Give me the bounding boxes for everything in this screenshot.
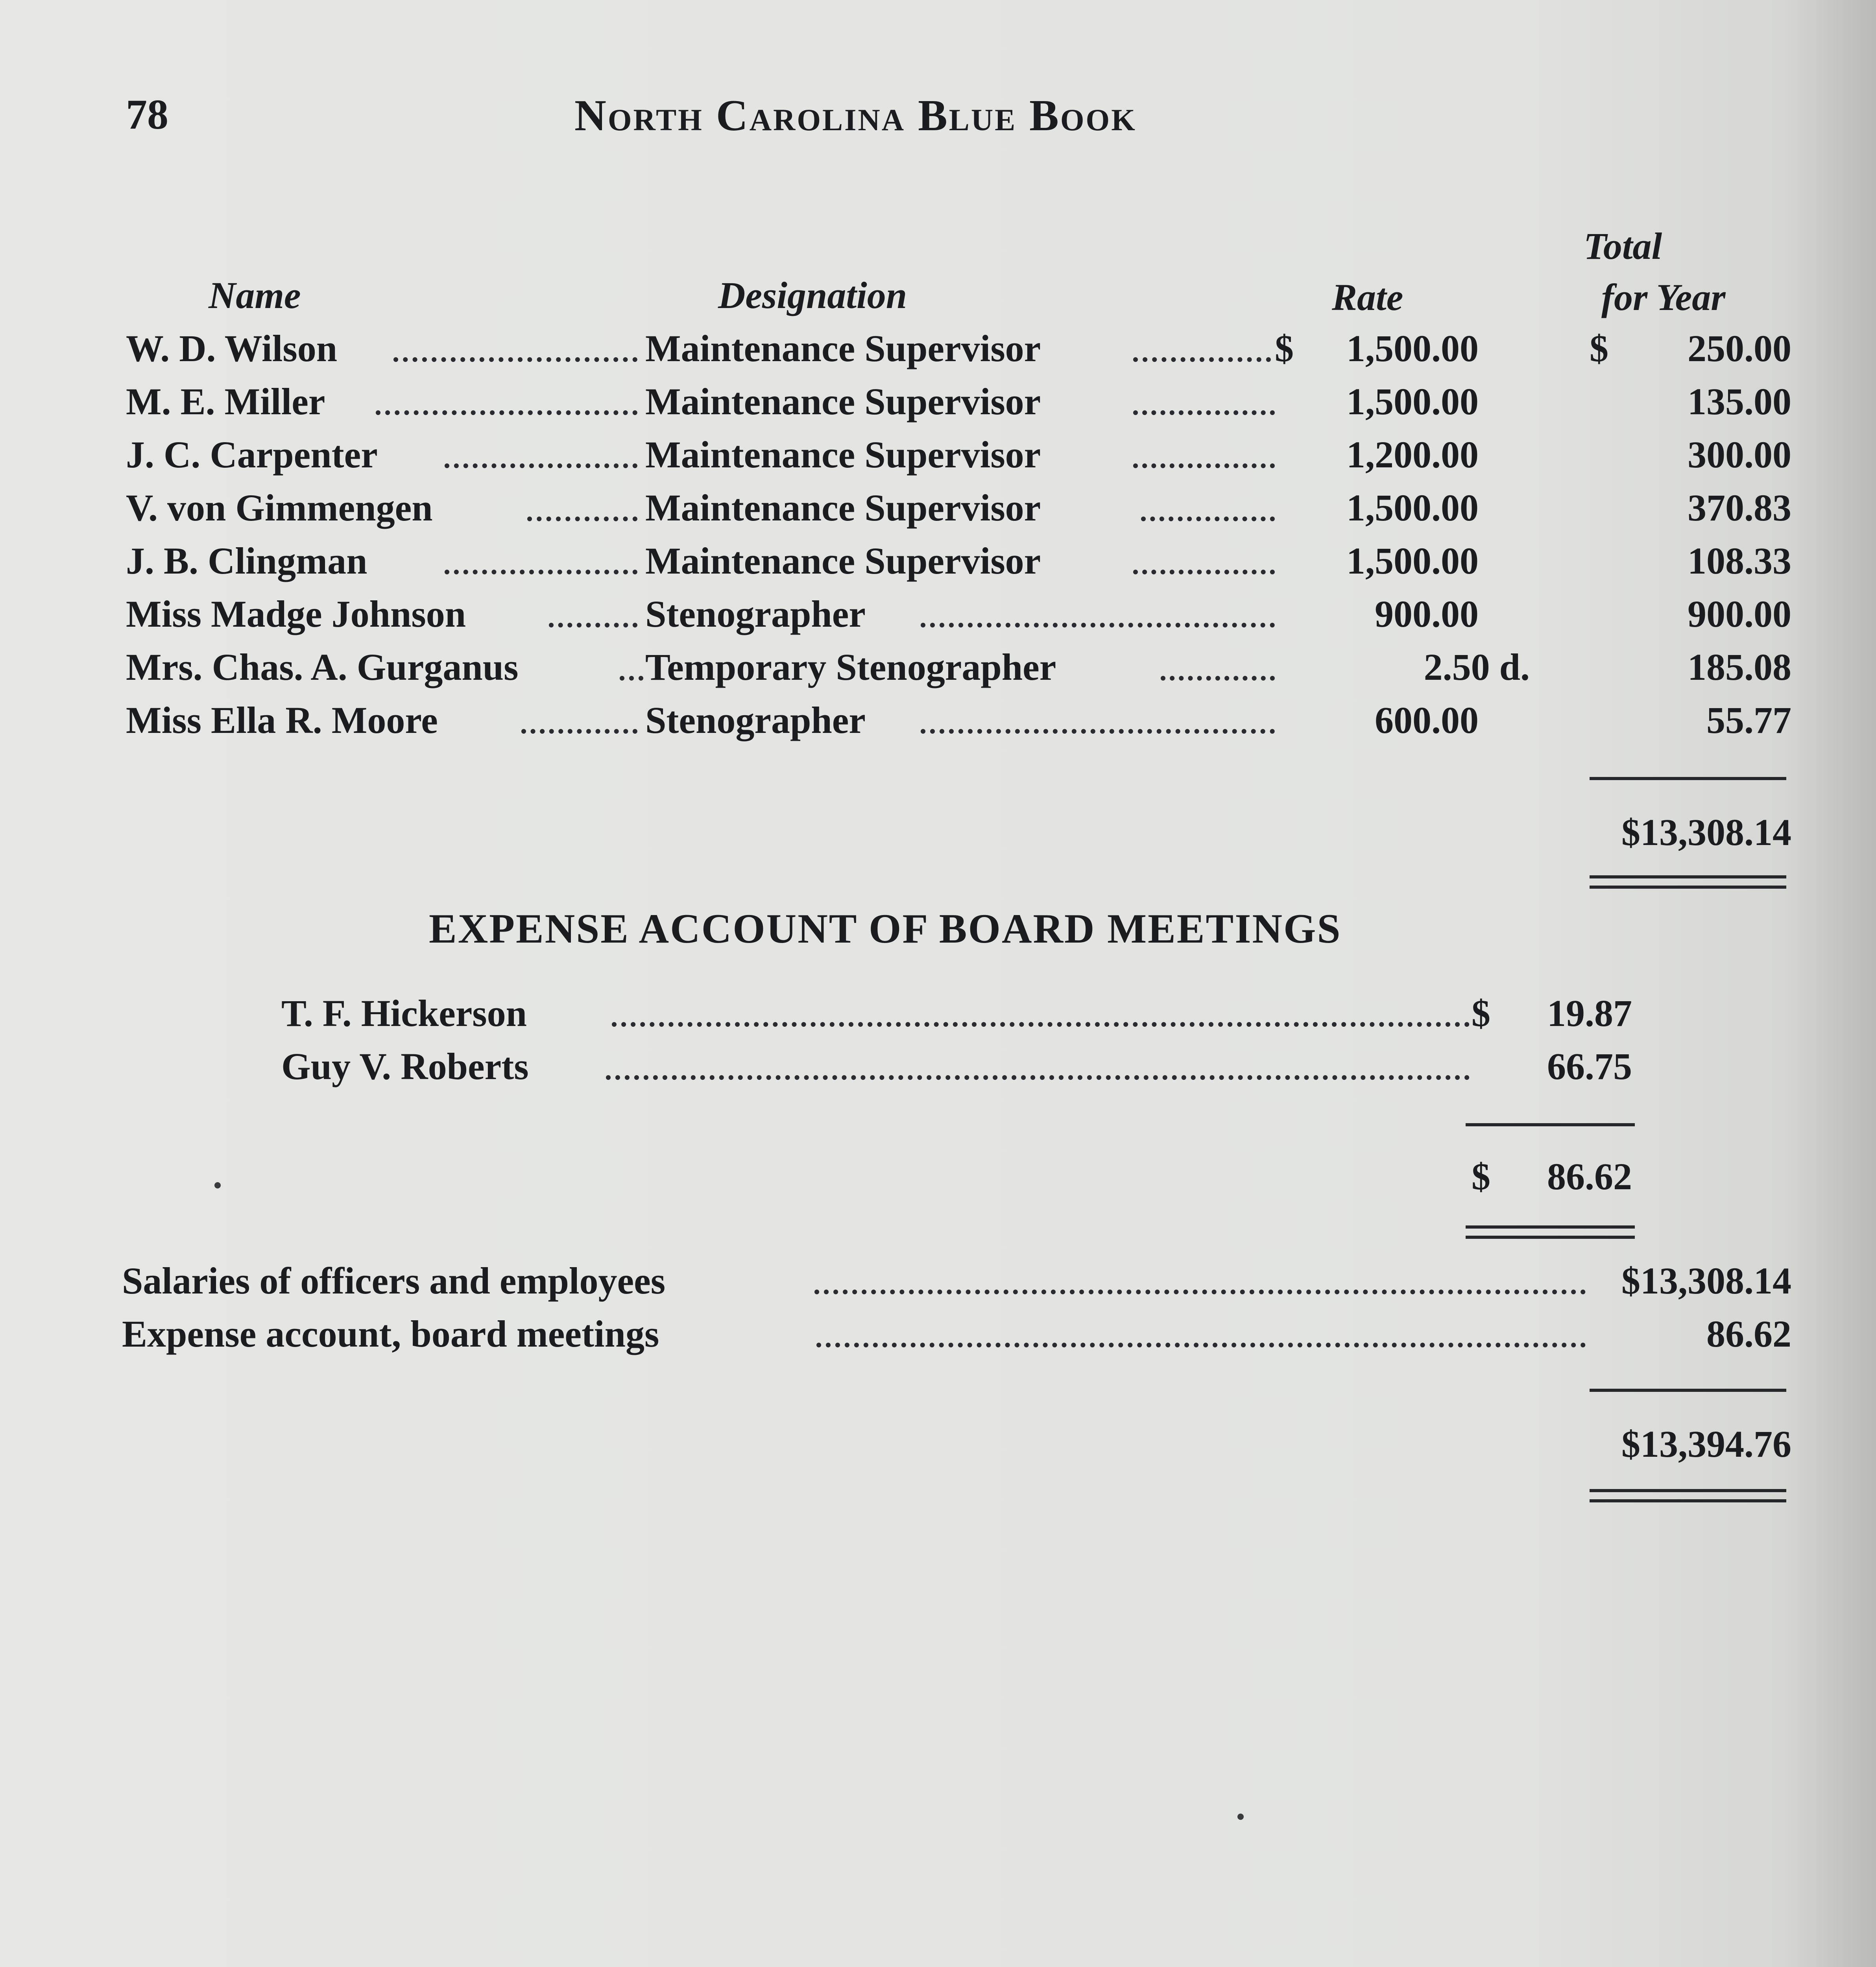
employee-name: M. E. Miller (126, 380, 325, 423)
summary-label: Expense account, board meetings (122, 1313, 659, 1355)
employee-designation: Stenographer (645, 593, 866, 635)
dot-leader (549, 623, 637, 627)
dot-leader (376, 410, 637, 415)
employee-name: J. C. Carpenter (126, 434, 378, 476)
dot-leader (620, 676, 643, 681)
employee-rate: 600.00 (1375, 699, 1479, 741)
dot-leader (814, 1290, 1586, 1294)
double-rule (1466, 1225, 1635, 1239)
dot-leader (606, 1075, 1470, 1080)
employee-rate: 1,500.00 (1346, 327, 1479, 369)
employee-total: 900.00 (1688, 593, 1791, 635)
table-row (0, 698, 1876, 749)
employee-designation: Maintenance Supervisor (645, 540, 1041, 582)
subtotal-rule (1590, 777, 1786, 780)
employee-designation: Maintenance Supervisor (645, 327, 1041, 369)
expense-total-dollar-sign: $ (1472, 1155, 1490, 1198)
employee-rate: 1,500.00 (1346, 380, 1479, 423)
column-header-total-line2: for Year (1601, 276, 1726, 318)
expense-amount: 66.75 (1547, 1045, 1632, 1087)
double-rule (1590, 1489, 1786, 1502)
expense-dollar-sign: $ (1472, 992, 1490, 1034)
employee-name: J. B. Clingman (126, 540, 367, 582)
dot-leader (1133, 357, 1271, 362)
employee-total: 185.08 (1688, 646, 1791, 688)
employee-name: Miss Madge Johnson (126, 593, 466, 635)
salaries-total: $13,308.14 (1621, 811, 1791, 853)
paper-speck (214, 1182, 221, 1188)
employee-name: V. von Gimmengen (126, 487, 433, 529)
table-row (0, 433, 1876, 484)
dot-leader (816, 1343, 1586, 1347)
summary-row (0, 1259, 1876, 1310)
dot-leader (921, 623, 1275, 627)
section-title: EXPENSE ACCOUNT OF BOARD MEETINGS (429, 906, 1342, 952)
dot-leader (1161, 676, 1275, 681)
dot-leader (1133, 410, 1275, 415)
subtotal-rule (1466, 1123, 1635, 1126)
table-row (0, 539, 1876, 590)
paper-speck (1237, 1814, 1244, 1820)
rate-dollar-sign: $ (1275, 327, 1294, 369)
employee-rate: 1,500.00 (1346, 540, 1479, 582)
list-item (0, 1044, 1876, 1096)
employee-total: 135.00 (1688, 380, 1791, 423)
expense-name: Guy V. Roberts (281, 1045, 529, 1087)
column-header-total-line1: Total (1584, 225, 1662, 267)
dot-leader (1133, 570, 1275, 574)
page-number: 78 (126, 91, 168, 138)
table-row (0, 645, 1876, 696)
table-row (0, 592, 1876, 643)
dot-leader (527, 517, 637, 521)
employee-designation: Temporary Stenographer (645, 646, 1056, 688)
summary-amount: 86.62 (1706, 1313, 1791, 1355)
employee-name: Mrs. Chas. A. Gurganus (126, 646, 519, 688)
dot-leader (921, 729, 1275, 734)
expense-total: 86.62 (1547, 1155, 1632, 1198)
subtotal-rule (1590, 1389, 1786, 1392)
employee-designation: Stenographer (645, 699, 866, 741)
running-title: North Carolina Blue Book (574, 91, 1137, 140)
employee-rate: 900.00 (1375, 593, 1479, 635)
dot-leader (1133, 463, 1275, 468)
table-row (0, 380, 1876, 431)
employee-total: 55.77 (1706, 699, 1791, 741)
employee-name: W. D. Wilson (126, 327, 338, 369)
employee-name: Miss Ella R. Moore (126, 699, 438, 741)
employee-total: 370.83 (1688, 487, 1791, 529)
double-rule (1590, 875, 1786, 889)
employee-total: 250.00 (1688, 327, 1791, 369)
column-header-name: Name (209, 274, 301, 316)
total-dollar-sign: $ (1590, 327, 1608, 369)
column-header-designation: Designation (718, 274, 907, 316)
dot-leader (445, 463, 637, 468)
summary-label: Salaries of officers and employees (122, 1260, 666, 1302)
employee-total: 108.33 (1688, 540, 1791, 582)
list-item (0, 991, 1876, 1043)
table-row (0, 327, 1876, 378)
dot-leader (393, 357, 637, 362)
employee-rate: 2.50 d. (1424, 646, 1530, 688)
dot-leader (1141, 517, 1275, 521)
expense-name: T. F. Hickerson (281, 992, 527, 1034)
summary-row (0, 1312, 1876, 1363)
employee-rate: 1,200.00 (1346, 434, 1479, 476)
dot-leader (445, 570, 637, 574)
dot-leader (612, 1022, 1470, 1027)
employee-total: 300.00 (1688, 434, 1791, 476)
employee-designation: Maintenance Supervisor (645, 380, 1041, 423)
column-header-rate: Rate (1332, 276, 1403, 318)
expense-amount: 19.87 (1547, 992, 1632, 1034)
employee-designation: Maintenance Supervisor (645, 487, 1041, 529)
employee-rate: 1,500.00 (1346, 487, 1479, 529)
summary-amount: $13,308.14 (1621, 1260, 1791, 1302)
grand-total: $13,394.76 (1621, 1423, 1791, 1465)
employee-designation: Maintenance Supervisor (645, 434, 1041, 476)
dot-leader (521, 729, 637, 734)
table-row (0, 486, 1876, 537)
